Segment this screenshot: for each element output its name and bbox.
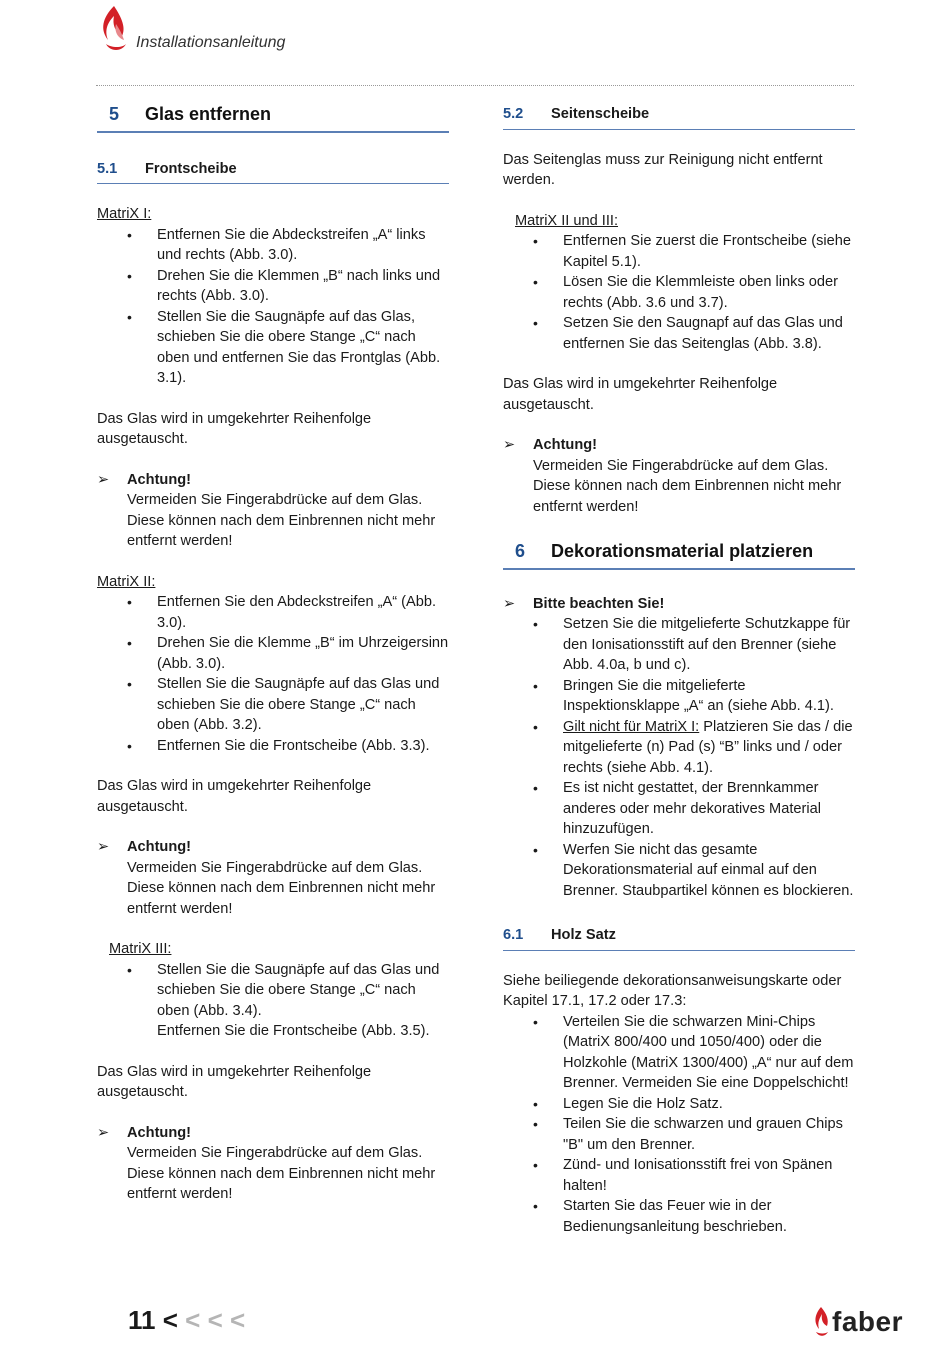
warning-text: Vermeiden Sie Fingerabdrücke auf dem Glas. Diese können nach dem Einbrennen nicht mehr entfernt werden! bbox=[127, 1145, 436, 1202]
warning-note bbox=[503, 435, 855, 517]
list-item-text: Platzieren Sie das / die mitgelieferte (n) Pad (s) “B” links und / oder rechts (siehe Abb. 4.1). bbox=[563, 718, 853, 776]
list-item: • Legen Sie die Holz Satz. bbox=[503, 1094, 855, 1115]
matrix-3-steps bbox=[97, 960, 449, 1022]
back-arrow: < bbox=[207, 1305, 223, 1335]
section-title: Dekorationsmaterial platzieren bbox=[551, 541, 814, 561]
list-item bbox=[503, 717, 855, 779]
list-item: • Es ist nicht gestattet, der Brennkammer anderes oder mehr dekoratives Material hinzuzufügen. bbox=[503, 778, 855, 840]
header-title: Installationsanleitung bbox=[136, 34, 286, 51]
section-6-1-heading bbox=[503, 921, 855, 951]
section-title: Seitenscheibe bbox=[551, 106, 650, 122]
list-item: • Stellen Sie die Saugnäpfe auf das Glas und schieben Sie die obere Stange „C“ nach oben (Abb. 3.2). bbox=[97, 674, 449, 736]
warning-note bbox=[97, 1123, 449, 1205]
back-arrow: < bbox=[185, 1305, 201, 1335]
faber-flame-icon bbox=[812, 1306, 830, 1338]
list-item: • Starten Sie das Feuer wie in der Bedienungsanleitung beschrieben. bbox=[503, 1196, 855, 1237]
left-column bbox=[97, 100, 449, 1225]
faber-flame-logo bbox=[96, 4, 132, 54]
list-item: • Stellen Sie die Saugnäpfe auf das Glas, schieben Sie die obere Stange „C“ nach oben und entfernen Sie das Frontglas (Abb. 3.1). bbox=[97, 307, 449, 389]
arrow-bullet-icon: ➢ bbox=[503, 595, 516, 612]
list-item: • Bringen Sie die mitgelieferte Inspektionsklappe „A“ an (siehe Abb. 4.1). bbox=[503, 676, 855, 717]
back-arrow: < bbox=[162, 1305, 178, 1335]
warning-title: Achtung! bbox=[533, 437, 598, 453]
paragraph: Das Glas wird in umgekehrter Reihenfolge ausgetauscht. bbox=[97, 1063, 372, 1100]
warning-note bbox=[97, 837, 449, 919]
section-5-heading bbox=[97, 100, 449, 133]
back-arrow: < bbox=[230, 1305, 246, 1335]
wood-set-steps bbox=[503, 1012, 855, 1238]
list-item: • Teilen Sie die schwarzen und grauen Chips "B" um den Brenner. bbox=[503, 1114, 855, 1155]
decoration-steps bbox=[503, 614, 855, 901]
arrow-bullet-icon: ➢ bbox=[97, 471, 110, 488]
list-item: • Zünd- und Ionisationsstift frei von Spänen halten! bbox=[503, 1155, 855, 1196]
section-number: 5.1 bbox=[97, 160, 118, 177]
matrix-1-label: MatriX I: bbox=[97, 206, 152, 222]
list-item: • Setzen Sie die mitgelieferte Schutzkappe für den Ionisationsstift auf den Brenner (siehe Abb. 4.0a, b und c). bbox=[503, 614, 855, 676]
section-5-2-heading bbox=[503, 100, 855, 130]
arrow-bullet-icon: ➢ bbox=[97, 839, 110, 855]
section-6-heading bbox=[503, 537, 855, 570]
matrix-1-steps bbox=[97, 225, 449, 389]
list-item: • Entfernen Sie den Abdeckstreifen „A“ (Abb. 3.0). bbox=[97, 592, 449, 633]
note-block bbox=[503, 594, 855, 615]
warning-title: Achtung! bbox=[127, 471, 192, 488]
page-header bbox=[96, 4, 854, 88]
paragraph: Das Glas wird in umgekehrter Reihenfolge ausgetauscht. bbox=[97, 410, 372, 447]
section-number: 6.1 bbox=[503, 927, 524, 943]
list-item: • Setzen Sie den Saugnapf auf das Glas und entfernen Sie das Seitenglas (Abb. 3.8). bbox=[503, 313, 855, 354]
arrow-bullet-icon: ➢ bbox=[97, 1124, 110, 1141]
section-number: 5.2 bbox=[503, 106, 524, 122]
warning-note bbox=[97, 470, 449, 552]
brand-name: faber bbox=[832, 1305, 903, 1337]
list-item: • Werfen Sie nicht das gesamte Dekorationsmaterial auf einmal auf den Brenner. Staubpartikel können es blockieren. bbox=[503, 840, 855, 902]
page-number bbox=[128, 1305, 246, 1335]
section-title: Holz Satz bbox=[551, 927, 616, 943]
emphasis-text: Gilt nicht für MatriX I: bbox=[563, 718, 700, 735]
list-item: • Lösen Sie die Klemmleiste oben links oder rechts (Abb. 3.6 und 3.7). bbox=[503, 272, 855, 313]
matrix-3-label: MatriX III: bbox=[109, 941, 172, 957]
paragraph: Das Seitenglas muss zur Reinigung nicht entfernt werden. bbox=[503, 151, 823, 188]
page-number-value: 11 bbox=[128, 1305, 156, 1335]
matrix-2-label: MatriX II: bbox=[97, 573, 156, 590]
paragraph: Das Glas wird in umgekehrter Reihenfolge ausgetauscht. bbox=[97, 778, 372, 815]
warning-text: Vermeiden Sie Fingerabdrücke auf dem Glas. Diese können nach dem Einbrennen nicht mehr entfernt werden! bbox=[127, 492, 436, 549]
list-item: • Entfernen Sie die Abdeckstreifen „A“ links und rechts (Abb. 3.0). bbox=[97, 225, 449, 266]
list-item: • Stellen Sie die Saugnäpfe auf das Glas und schieben Sie die obere Stange „C“ nach oben (Abb. 3.4). bbox=[97, 960, 449, 1022]
section-title: Frontscheibe bbox=[145, 160, 237, 177]
warning-text: Vermeiden Sie Fingerabdrücke auf dem Glas. Diese können nach dem Einbrennen nicht mehr entfernt werden! bbox=[533, 457, 842, 515]
matrix-2-3-label: MatriX II und III: bbox=[515, 212, 619, 229]
list-item: • Entfernen Sie zuerst die Frontscheibe (siehe Kapitel 5.1). bbox=[503, 231, 855, 272]
matrix-2-3-steps bbox=[503, 231, 855, 354]
warning-text: Vermeiden Sie Fingerabdrücke auf dem Glas. Diese können nach dem Einbrennen nicht mehr entfernt werden! bbox=[127, 859, 436, 917]
note-title: Bitte beachten Sie! bbox=[533, 595, 665, 612]
list-item: • Entfernen Sie die Frontscheibe (Abb. 3.3). bbox=[97, 736, 449, 757]
section-5-1-heading bbox=[97, 155, 449, 185]
paragraph: Das Glas wird in umgekehrter Reihenfolge ausgetauscht. bbox=[503, 376, 778, 413]
list-item: • Drehen Sie die Klemme „B“ im Uhrzeigersinn (Abb. 3.0). bbox=[97, 633, 449, 674]
section-number: 6 bbox=[515, 541, 526, 561]
header-divider bbox=[96, 85, 854, 86]
paragraph: Siehe beiliegende dekorationsanweisungskarte oder Kapitel 17.1, 17.2 oder 17.3: bbox=[503, 972, 842, 1009]
section-number: 5 bbox=[109, 104, 120, 124]
list-item-continuation: Entfernen Sie die Frontscheibe (Abb. 3.5). bbox=[157, 1023, 430, 1039]
warning-title: Achtung! bbox=[127, 1124, 192, 1141]
arrow-bullet-icon: ➢ bbox=[503, 437, 516, 453]
right-column bbox=[503, 100, 855, 1257]
matrix-2-steps bbox=[97, 592, 449, 756]
list-item: • Verteilen Sie die schwarzen Mini-Chips (MatriX 800/400 und 1050/400) oder die Holzkohle (MatriX 1300/400) „A“ nur auf dem Brenner. Vermeiden Sie eine Doppelschicht! bbox=[503, 1012, 855, 1094]
section-title: Glas entfernen bbox=[145, 104, 272, 124]
list-item: • Drehen Sie die Klemmen „B“ nach links und rechts (Abb. 3.0). bbox=[97, 266, 449, 307]
warning-title: Achtung! bbox=[127, 839, 192, 855]
faber-brand-logo bbox=[812, 1306, 903, 1338]
